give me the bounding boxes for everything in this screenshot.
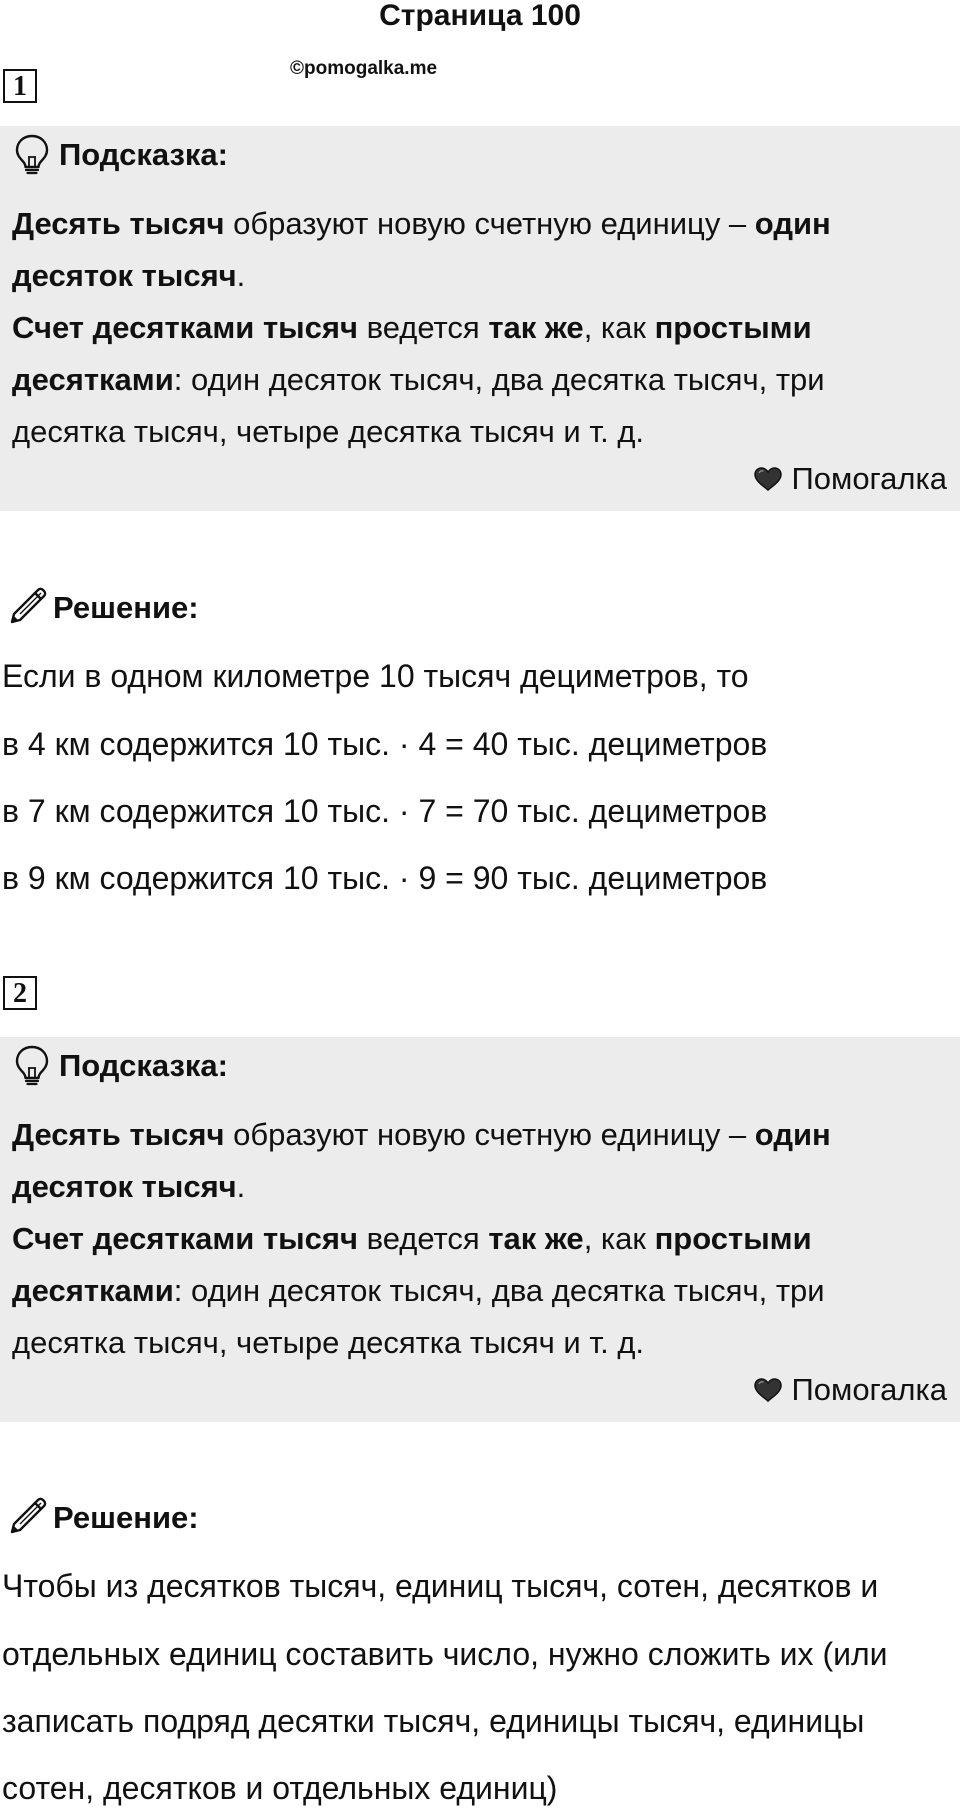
hint-paragraph-1 <box>12 198 942 302</box>
page-title: Страница 100 <box>379 0 581 32</box>
solution-heading-label: Решение: <box>53 590 199 625</box>
task-number-1: 1 <box>3 69 37 103</box>
pencil-icon <box>6 1494 48 1536</box>
hint-text-span: образуют новую счетную единицу – <box>224 1117 755 1152</box>
hint-text-span: . <box>236 1169 246 1204</box>
hint-bold: простыми десятками <box>12 310 812 397</box>
hint-text-span: ведется <box>357 310 489 345</box>
signature-label: Помогалка <box>791 461 947 496</box>
signature-label: Помогалка <box>791 1372 947 1407</box>
hint-bold: Десять тысяч <box>12 1117 225 1152</box>
solution-line: в 9 км содержится 10 тыс. · 9 = 90 тыс. дециметров <box>2 860 768 896</box>
solution-line: Чтобы из десятков тысяч, единиц тысяч, сотен, десятков и <box>2 1568 879 1604</box>
solution-line: сотен, десятков и отдельных единиц) <box>2 1770 558 1806</box>
task-number-2: 2 <box>3 976 37 1010</box>
solution-line: в 4 км содержится 10 тыс. · 4 = 40 тыс. дециметров <box>2 726 768 762</box>
solution-line: в 7 км содержится 10 тыс. · 7 = 70 тыс. дециметров <box>2 793 768 829</box>
hint-bold: Счет десятками тысяч <box>12 310 358 345</box>
hint-paragraph-2 <box>12 1213 942 1369</box>
hint-bold: Счет десятками тысяч <box>12 1221 358 1256</box>
hint-text-2 <box>12 1109 942 1369</box>
hint-heading-label: Подсказка: <box>59 137 228 172</box>
heart-icon <box>753 466 783 492</box>
watermark: ©pomogalka.me <box>290 58 438 79</box>
hint-text-span: : один десяток тысяч, два десятка тысяч, три десятка тысяч, четыре десятка тысяч и т. д. <box>12 362 825 449</box>
solution-line: Если в одном километре 10 тысяч дециметров, то <box>2 658 749 694</box>
hint-bold: простыми десятками <box>12 1221 812 1308</box>
hint-paragraph-1 <box>12 1109 942 1213</box>
hint-bold: один десяток тысяч <box>12 1117 831 1204</box>
hint-text-1 <box>12 198 942 458</box>
solution-line: отдельных единиц составить число, нужно сложить их (или <box>2 1636 888 1672</box>
hint-bold: один десяток тысяч <box>12 206 831 293</box>
pencil-icon <box>6 584 48 626</box>
solution-heading-label: Решение: <box>53 1500 199 1535</box>
lightbulb-icon <box>12 1044 52 1086</box>
hint-text-span: ведется <box>357 1221 489 1256</box>
hint-text-span: . <box>236 258 246 293</box>
signature-2 <box>753 1372 947 1412</box>
lightbulb-icon <box>12 133 52 175</box>
hint-bold: так же <box>488 310 584 345</box>
solution-line: записать подряд десятки тысяч, единицы тысяч, единицы <box>2 1703 865 1739</box>
signature-1 <box>753 461 947 501</box>
hint-text-span: образуют новую счетную единицу – <box>224 206 755 241</box>
hint-bold: так же <box>488 1221 584 1256</box>
heart-icon <box>753 1377 783 1403</box>
hint-text-span: , как <box>583 310 655 345</box>
hint-heading-label: Подсказка: <box>59 1048 228 1083</box>
hint-text-span: : один десяток тысяч, два десятка тысяч, три десятка тысяч, четыре десятка тысяч и т. д. <box>12 1273 825 1360</box>
hint-paragraph-2 <box>12 302 942 458</box>
hint-text-span: , как <box>583 1221 655 1256</box>
hint-bold: Десять тысяч <box>12 206 225 241</box>
